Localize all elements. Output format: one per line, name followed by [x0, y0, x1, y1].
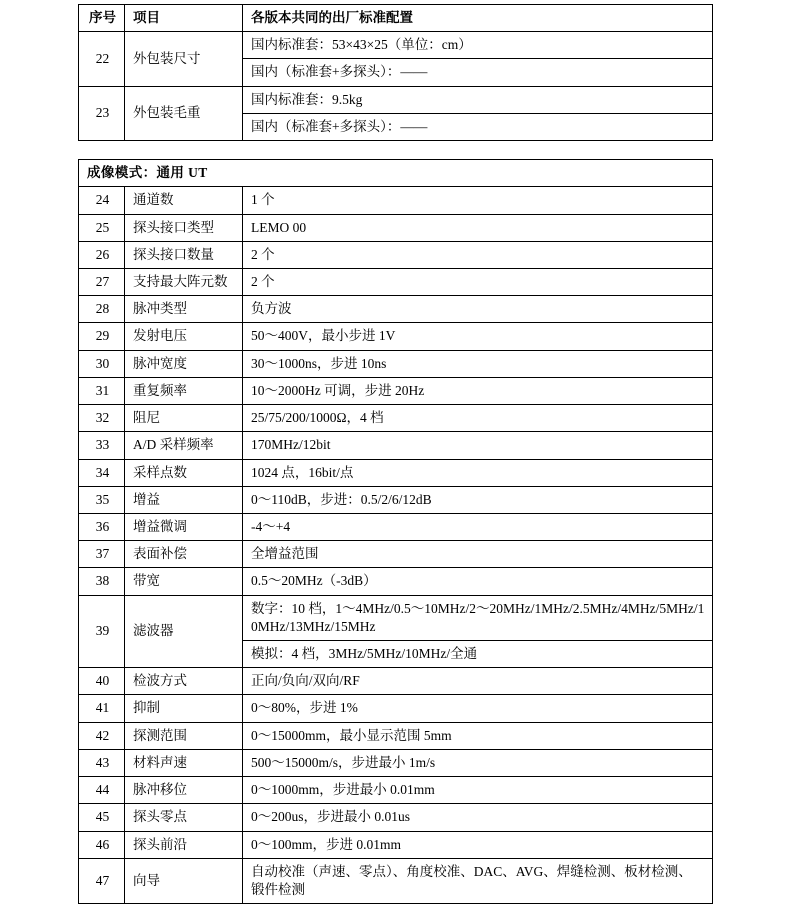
row-no: 40 — [79, 668, 125, 695]
table-row — [79, 432, 713, 459]
row-no: 36 — [79, 513, 125, 540]
row-value: 0～110dB，步进：0.5/2/6/12dB — [243, 486, 713, 513]
row-item: 表面补偿 — [125, 541, 243, 568]
table-row — [79, 86, 713, 113]
table-row — [79, 568, 713, 595]
row-no: 37 — [79, 541, 125, 568]
table-row — [79, 323, 713, 350]
spacer-cell — [79, 141, 125, 160]
table-row — [79, 595, 713, 640]
table-row — [79, 513, 713, 540]
row-value: 500～15000m/s，步进最小 1m/s — [243, 749, 713, 776]
row-no: 39 — [79, 595, 125, 668]
row-no: 29 — [79, 323, 125, 350]
row-no: 24 — [79, 187, 125, 214]
row-value: 50～400V，最小步进 1V — [243, 323, 713, 350]
row-value: 1024 点，16bit/点 — [243, 459, 713, 486]
row-value: 0～80%，步进 1% — [243, 695, 713, 722]
row-value-multiline — [243, 858, 713, 903]
row-value: 30～1000ns，步进 10ns — [243, 350, 713, 377]
row-value: -4～+4 — [243, 513, 713, 540]
row-item: 支持最大阵元数 — [125, 268, 243, 295]
row-item: 外包装毛重 — [125, 86, 243, 140]
row-no: 27 — [79, 268, 125, 295]
row-no: 35 — [79, 486, 125, 513]
row-value: 2 个 — [243, 268, 713, 295]
row-no: 30 — [79, 350, 125, 377]
row-no: 32 — [79, 405, 125, 432]
row-item: 发射电压 — [125, 323, 243, 350]
row-value: 170MHz/12bit — [243, 432, 713, 459]
row-no: 33 — [79, 432, 125, 459]
row-value-line: 锻件检测 — [251, 882, 305, 897]
table-row — [79, 486, 713, 513]
table-row — [79, 804, 713, 831]
row-value: 模拟：4 档，3MHz/5MHz/10MHz/全通 — [243, 641, 713, 668]
header-cell-no: 序号 — [79, 5, 125, 32]
row-item: 向导 — [125, 858, 243, 903]
row-no: 31 — [79, 377, 125, 404]
row-item: 带宽 — [125, 568, 243, 595]
row-item: 探测范围 — [125, 722, 243, 749]
row-item: 材料声速 — [125, 749, 243, 776]
row-value: 1 个 — [243, 187, 713, 214]
row-no: 22 — [79, 32, 125, 86]
row-value: 国内标准套：53×43×25（单位：cm） — [243, 32, 713, 59]
row-item: 外包装尺寸 — [125, 32, 243, 86]
spacer-cell — [125, 141, 243, 160]
table-row — [79, 777, 713, 804]
table-header-row — [79, 5, 713, 32]
row-item: 增益微调 — [125, 513, 243, 540]
row-item: 检波方式 — [125, 668, 243, 695]
table-row — [79, 187, 713, 214]
row-value: 国内（标准套+多探头）：—— — [243, 113, 713, 140]
row-item: 增益 — [125, 486, 243, 513]
table-row — [79, 668, 713, 695]
row-item: 脉冲宽度 — [125, 350, 243, 377]
table-row — [79, 32, 713, 59]
header-cell-item: 项目 — [125, 5, 243, 32]
row-item: 探头接口类型 — [125, 214, 243, 241]
table-row — [79, 377, 713, 404]
row-no: 47 — [79, 858, 125, 903]
row-value: 0～15000mm，最小显示范围 5mm — [243, 722, 713, 749]
row-value: 数字：10 档，1～4MHz/0.5～10MHz/2～20MHz/1MHz/2.5MHz/4MHz/5MHz/10MHz/13MHz/15MHz — [243, 595, 713, 640]
row-no: 46 — [79, 831, 125, 858]
row-item: 探头前沿 — [125, 831, 243, 858]
table-row — [79, 722, 713, 749]
row-item: 脉冲移位 — [125, 777, 243, 804]
row-no: 25 — [79, 214, 125, 241]
table-spacer-row — [79, 141, 713, 160]
table-row — [79, 214, 713, 241]
row-item: 抑制 — [125, 695, 243, 722]
table-row — [79, 268, 713, 295]
row-value: 负方波 — [243, 296, 713, 323]
row-item: 采样点数 — [125, 459, 243, 486]
section-title: 成像模式：通用 UT — [79, 160, 713, 187]
row-item: 重复频率 — [125, 377, 243, 404]
row-value: 0.5～20MHz（-3dB） — [243, 568, 713, 595]
table-row — [79, 749, 713, 776]
header-cell-value: 各版本共同的出厂标准配置 — [243, 5, 713, 32]
row-item: 探头零点 — [125, 804, 243, 831]
row-no: 28 — [79, 296, 125, 323]
row-no: 41 — [79, 695, 125, 722]
row-no: 45 — [79, 804, 125, 831]
row-item: A/D 采样频率 — [125, 432, 243, 459]
table-row — [79, 858, 713, 903]
table-row — [79, 831, 713, 858]
row-value: 正向/负向/双向/RF — [243, 668, 713, 695]
row-value: 2 个 — [243, 241, 713, 268]
table-row — [79, 350, 713, 377]
row-no: 43 — [79, 749, 125, 776]
row-value-line: 自动校准（声速、零点）、角度校准、DAC、AVG、焊缝检测、板材检测、 — [251, 863, 692, 879]
row-item: 通道数 — [125, 187, 243, 214]
row-value: 0～100mm，步进 0.01mm — [243, 831, 713, 858]
row-no: 44 — [79, 777, 125, 804]
table-row — [79, 296, 713, 323]
table-row — [79, 541, 713, 568]
section-title-row — [79, 160, 713, 187]
row-no: 23 — [79, 86, 125, 140]
row-item: 探头接口数量 — [125, 241, 243, 268]
row-value: 0～1000mm，步进最小 0.01mm — [243, 777, 713, 804]
table-row — [79, 241, 713, 268]
table-row — [79, 459, 713, 486]
row-value: 国内标准套：9.5kg — [243, 86, 713, 113]
row-value: 国内（标准套+多探头）：—— — [243, 59, 713, 86]
spacer-cell — [243, 141, 713, 160]
row-value: 0～200us，步进最小 0.01us — [243, 804, 713, 831]
row-item: 阻尼 — [125, 405, 243, 432]
row-item: 脉冲类型 — [125, 296, 243, 323]
row-value: LEMO 00 — [243, 214, 713, 241]
row-no: 26 — [79, 241, 125, 268]
row-value: 全增益范围 — [243, 541, 713, 568]
row-value: 25/75/200/1000Ω，4 档 — [243, 405, 713, 432]
specification-table — [78, 4, 713, 904]
row-no: 38 — [79, 568, 125, 595]
table-row — [79, 405, 713, 432]
row-item: 滤波器 — [125, 595, 243, 668]
row-value: 10～2000Hz 可调，步进 20Hz — [243, 377, 713, 404]
row-no: 42 — [79, 722, 125, 749]
table-row — [79, 695, 713, 722]
row-no: 34 — [79, 459, 125, 486]
